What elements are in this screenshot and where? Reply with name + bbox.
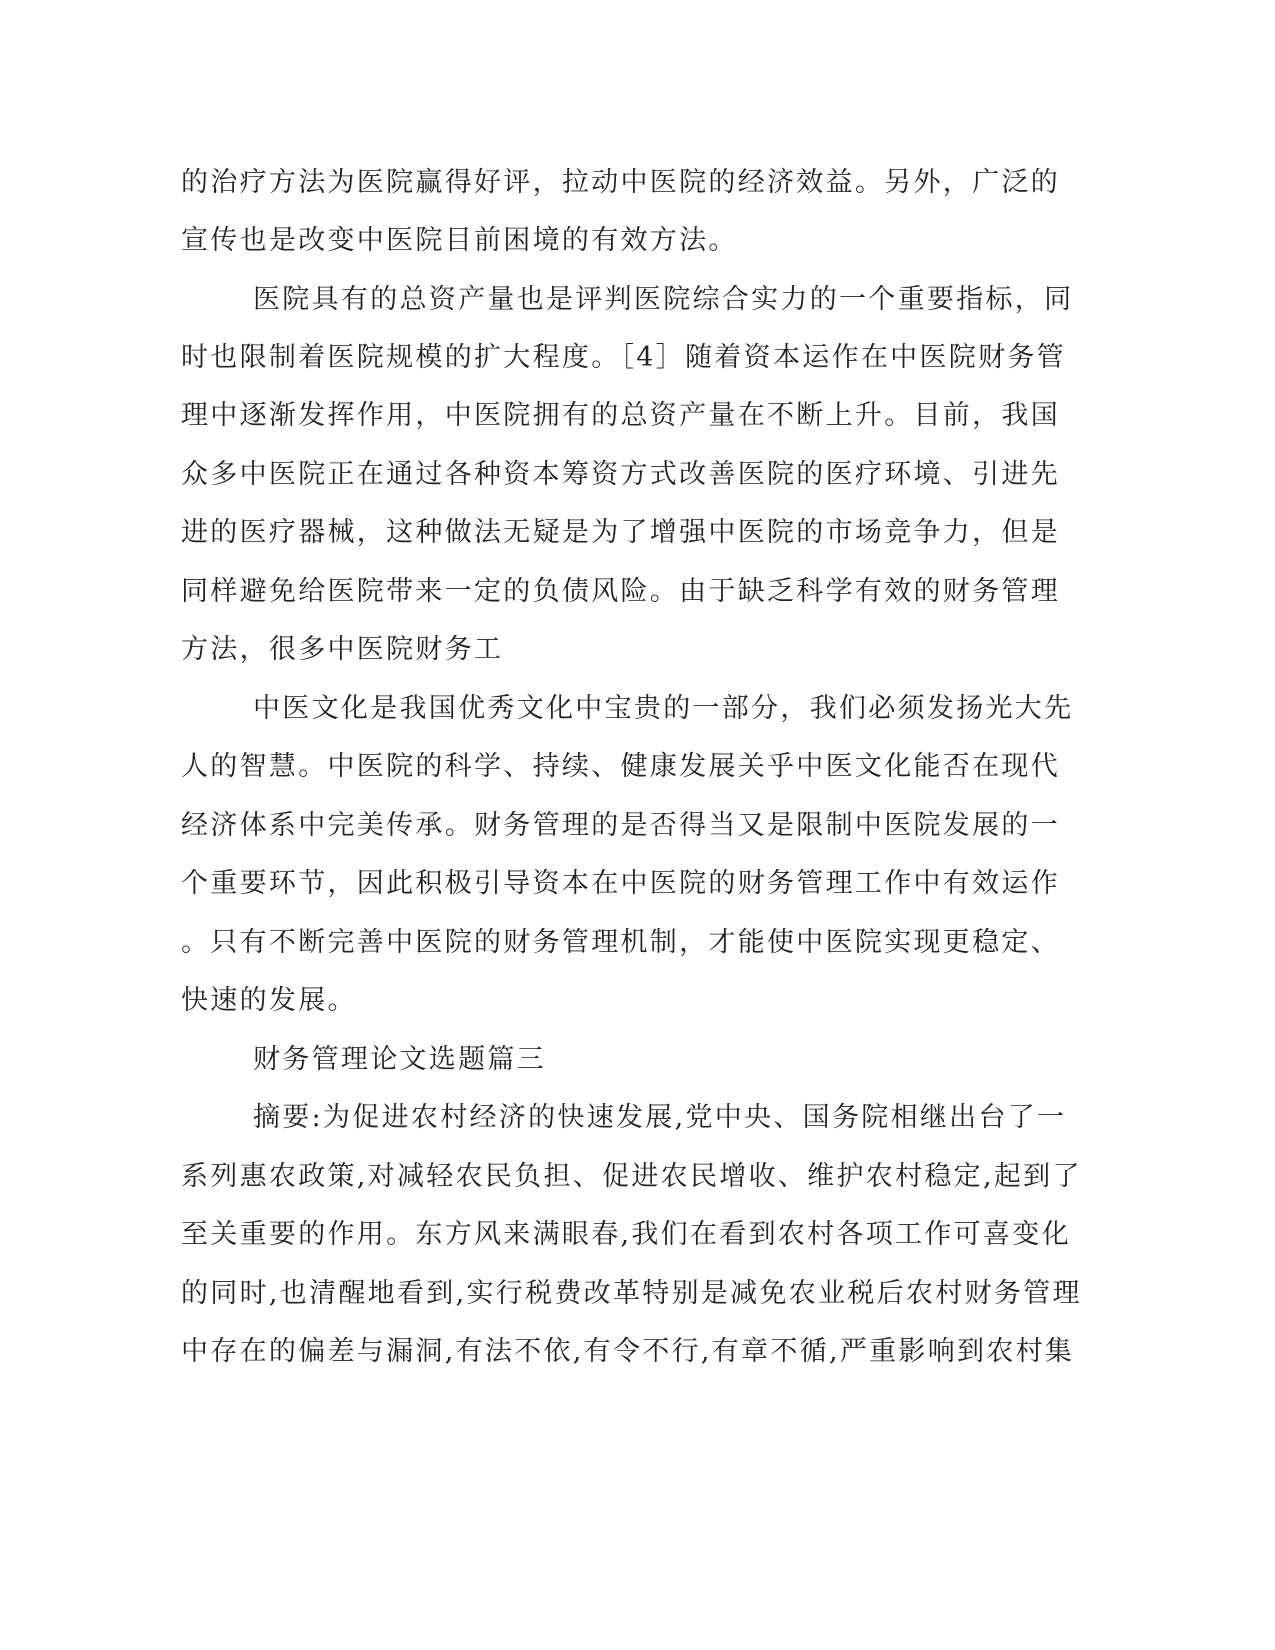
text-line: 方法，很多中医院财务工 bbox=[181, 634, 504, 665]
paragraph-first-line: 摘要:为促进农村经济的快速发展,党中央、国务院相继出台了一 bbox=[253, 1102, 1067, 1133]
text-line: 系列惠农政策,对减轻农民负担、促进农民增收、维护农村稳定,起到了 bbox=[181, 1161, 1082, 1192]
text-line: 快速的发展。 bbox=[181, 985, 357, 1016]
section-heading: 财务管理论文选题篇三 bbox=[253, 1044, 546, 1075]
text-line: 。只有不断完善中医院的财务管理机制，才能使中医院实现更稳定、 bbox=[181, 927, 1060, 958]
text-line: 时也限制着医院规模的扩大程度。［4］随着资本运作在中医院财务管 bbox=[181, 342, 1066, 373]
text-line: 进的医疗器械，这种做法无疑是为了增强中医院的市场竞争力，但是 bbox=[181, 517, 1060, 548]
text-line: 中存在的偏差与漏洞,有法不依,有令不行,有章不循,严重影响到农村集 bbox=[181, 1336, 1075, 1367]
text-line: 的同时,也清醒地看到,实行税费改革特别是减免农业税后农村财务管理 bbox=[181, 1278, 1082, 1309]
text-line: 经济体系中完美传承。财务管理的是否得当又是限制中医院发展的一 bbox=[181, 810, 1060, 841]
paragraph-first-line: 医院具有的总资产量也是评判医院综合实力的一个重要指标，同 bbox=[253, 284, 1074, 315]
text-line: 同样避免给医院带来一定的负债风险。由于缺乏科学有效的财务管理 bbox=[181, 576, 1060, 607]
text-line: 的治疗方法为医院赢得好评，拉动中医院的经济效益。另外，广泛的 bbox=[181, 167, 1060, 198]
text-line: 理中逐渐发挥作用，中医院拥有的总资产量在不断上升。目前，我国 bbox=[181, 400, 1060, 431]
text-line: 宣传也是改变中医院目前困境的有效方法。 bbox=[181, 225, 738, 256]
text-line: 人的智慧。中医院的科学、持续、健康发展关乎中医文化能否在现代 bbox=[181, 751, 1060, 782]
text-line: 至关重要的作用。东方风来满眼春,我们在看到农村各项工作可喜变化 bbox=[181, 1219, 1071, 1250]
text-line: 个重要环节，因此积极引导资本在中医院的财务管理工作中有效运作 bbox=[181, 868, 1060, 899]
paragraph-first-line: 中医文化是我国优秀文化中宝贵的一部分，我们必须发扬光大先 bbox=[253, 693, 1074, 724]
text-line: 众多中医院正在通过各种资本筹资方式改善医院的医疗环境、引进先 bbox=[181, 459, 1060, 490]
